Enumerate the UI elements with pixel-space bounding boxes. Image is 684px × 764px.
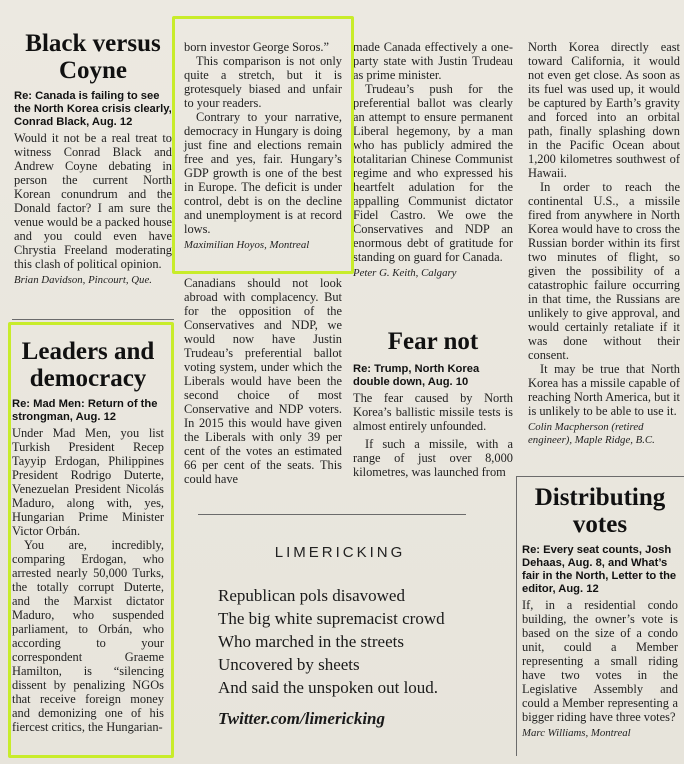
letter-body: Would it not be a real treat to witness Conrad Black and Andrew Coyne debating in person the current North Korean conundrum and the Donald factor? I am sure the venue would be a packed house and you could even have Chrystia Freeland moderating this clash of political opinion. [14,131,172,271]
limerick-line: Republican pols disavowed [218,586,405,605]
limerick-line: Who marched in the streets [218,632,404,651]
letter-signature: Marc Williams, Montreal [522,727,631,739]
letter-reference: Re: Mad Men: Return of the strongman, Aug. 12 [12,398,158,423]
letter-black-versus-coyne [14,30,172,287]
letter-signature: Peter G. Keith, Calgary [353,267,457,279]
letter-body: Canadians should not look abroad with complacency. But for the opposition of the Conservatives and NDP, we would now have Justin Trudeau’s preferential ballot voting system, under which the Liberals would have been the second choice of most Conservative and NDP voters. In 2015 this would have given the Liberals with only 39 per cent of the votes an estimated 66 per cent of the seats. This could have [184,276,342,486]
letter-reference: Re: Trump, North Korea double down, Aug. 10 [353,363,480,388]
headline: Black versus Coyne [25,30,161,84]
letter-continuation-col2 [184,40,342,252]
letter-leaders-and-democracy [12,338,164,734]
limerick-poem [218,584,518,699]
letter-body: made Canada effectively a one-party state with Justin Trudeau as prime minister. Trudeau’s push for the preferential ballot was clearly an attempt to ensure permanent Liberal hegemony, by a man who has publicly admired the totalitarian Chinese Communist regime and who expressed his heartfelt adulation for the appalling Communist dictator Fidel Castro. We owe the Conservatives and NDP an enormous debt of gratitude for standing on guard for Canada. [353,40,513,264]
headline: Leaders and democracy [21,338,155,392]
limerick-line: Uncovered by sheets [218,655,360,674]
letter-keith-part1 [184,276,342,486]
letter-body: Under Mad Men, you list Turkish President Recep Tayyip Erdogan, Philippines President Rodrigo Duterte, Venezuelan President Nicolás Maduro, along with, yes, Hungarian Prime Minister Victor Orbán. You are, incredibly, comparing Erdogan, who arrested nearly 50,000 Turks, the totally corrupt Duterte, and the Marxist dictator Maduro, who suspended parliament, to Orbán, who according to your correspondent Graeme Hamilton, is “silencing dissent by penalizing NGOs that receive foreign money and demonizing one of his fiercest critics, the Hungarian- [12,426,164,734]
letter-body: The fear caused by North Korea’s ballistic missile tests is almost entirely unfounded. If such a missile, with a range of just over 8,000 kilometres, was launched from [353,391,513,479]
divider [198,514,466,515]
divider [12,319,174,320]
letter-signature: Colin Macpherson (retired engineer), Maple Ridge, B.C. [528,421,655,446]
letter-signature: Maximilian Hoyos, Montreal [184,239,310,251]
limerick-line: And said the unspoken out loud. [218,678,439,697]
letter-reference: Re: Every seat counts, Josh Dehaas, Aug. 8, and What’s fair in the North, Letter to the editor, Aug. 12 [522,544,677,595]
letter-keith-part2 [353,40,513,280]
limerick-line: The big white supremacist crowd [218,609,445,628]
headline: Fear not [387,328,479,355]
divider [516,476,684,477]
letter-fear-not [353,328,513,479]
headline: Distributing votes [534,484,666,538]
letter-body: If, in a residential condo building, the owner’s vote is based on the size of a condo unit, could a Member representing a small riding have two votes in the Legislative Assembly and could a Member representing a bigger riding have three votes? [522,598,678,724]
divider [182,271,346,272]
letter-distributing-votes [522,484,678,740]
limerick-title: LIMERICKING [274,544,406,561]
letter-body: born investor George Soros.” This comparison is not only quite a stretch, but it is grotesquely biased and unfair to your readers. Contrary to your narrative, democracy in Hungary is doing just fine and elections remain free and yes, fair. Hungary’s GDP growth is one of the best in Europe. The deficit is under control, debt is on the decline and unemployment is at record lows. [184,40,342,236]
letter-fear-not-continued [528,40,680,447]
letter-signature: Brian Davidson, Pincourt, Que. [14,274,152,286]
limerick-twitter-link[interactable]: Twitter.com/limericking [218,709,386,728]
letter-reference: Re: Canada is failing to see the North Korea crisis clearly, Conrad Black, Aug. 12 [14,90,172,128]
letter-body: North Korea directly east toward California, it would not even get close. As soon as its fuel was used up, it would be captured by Earth’s gravity and forced into an orbital path, finally splashing down in the Pacific Ocean about 1,200 kilometres southwest of Hawaii. In order to reach the continental U.S., a missile fired from anywhere in North Korea would have to cross the Russian border within its first two minutes of flight, so given the possibility of a catastrophic failure occurring in that time, the Russians are unlikely to give approval, and would certainly retaliate if it was done without their consent. It may be true that North Korea has a missile capable of reaching North America, but it is unlikely to be able to use it. [528,40,680,418]
